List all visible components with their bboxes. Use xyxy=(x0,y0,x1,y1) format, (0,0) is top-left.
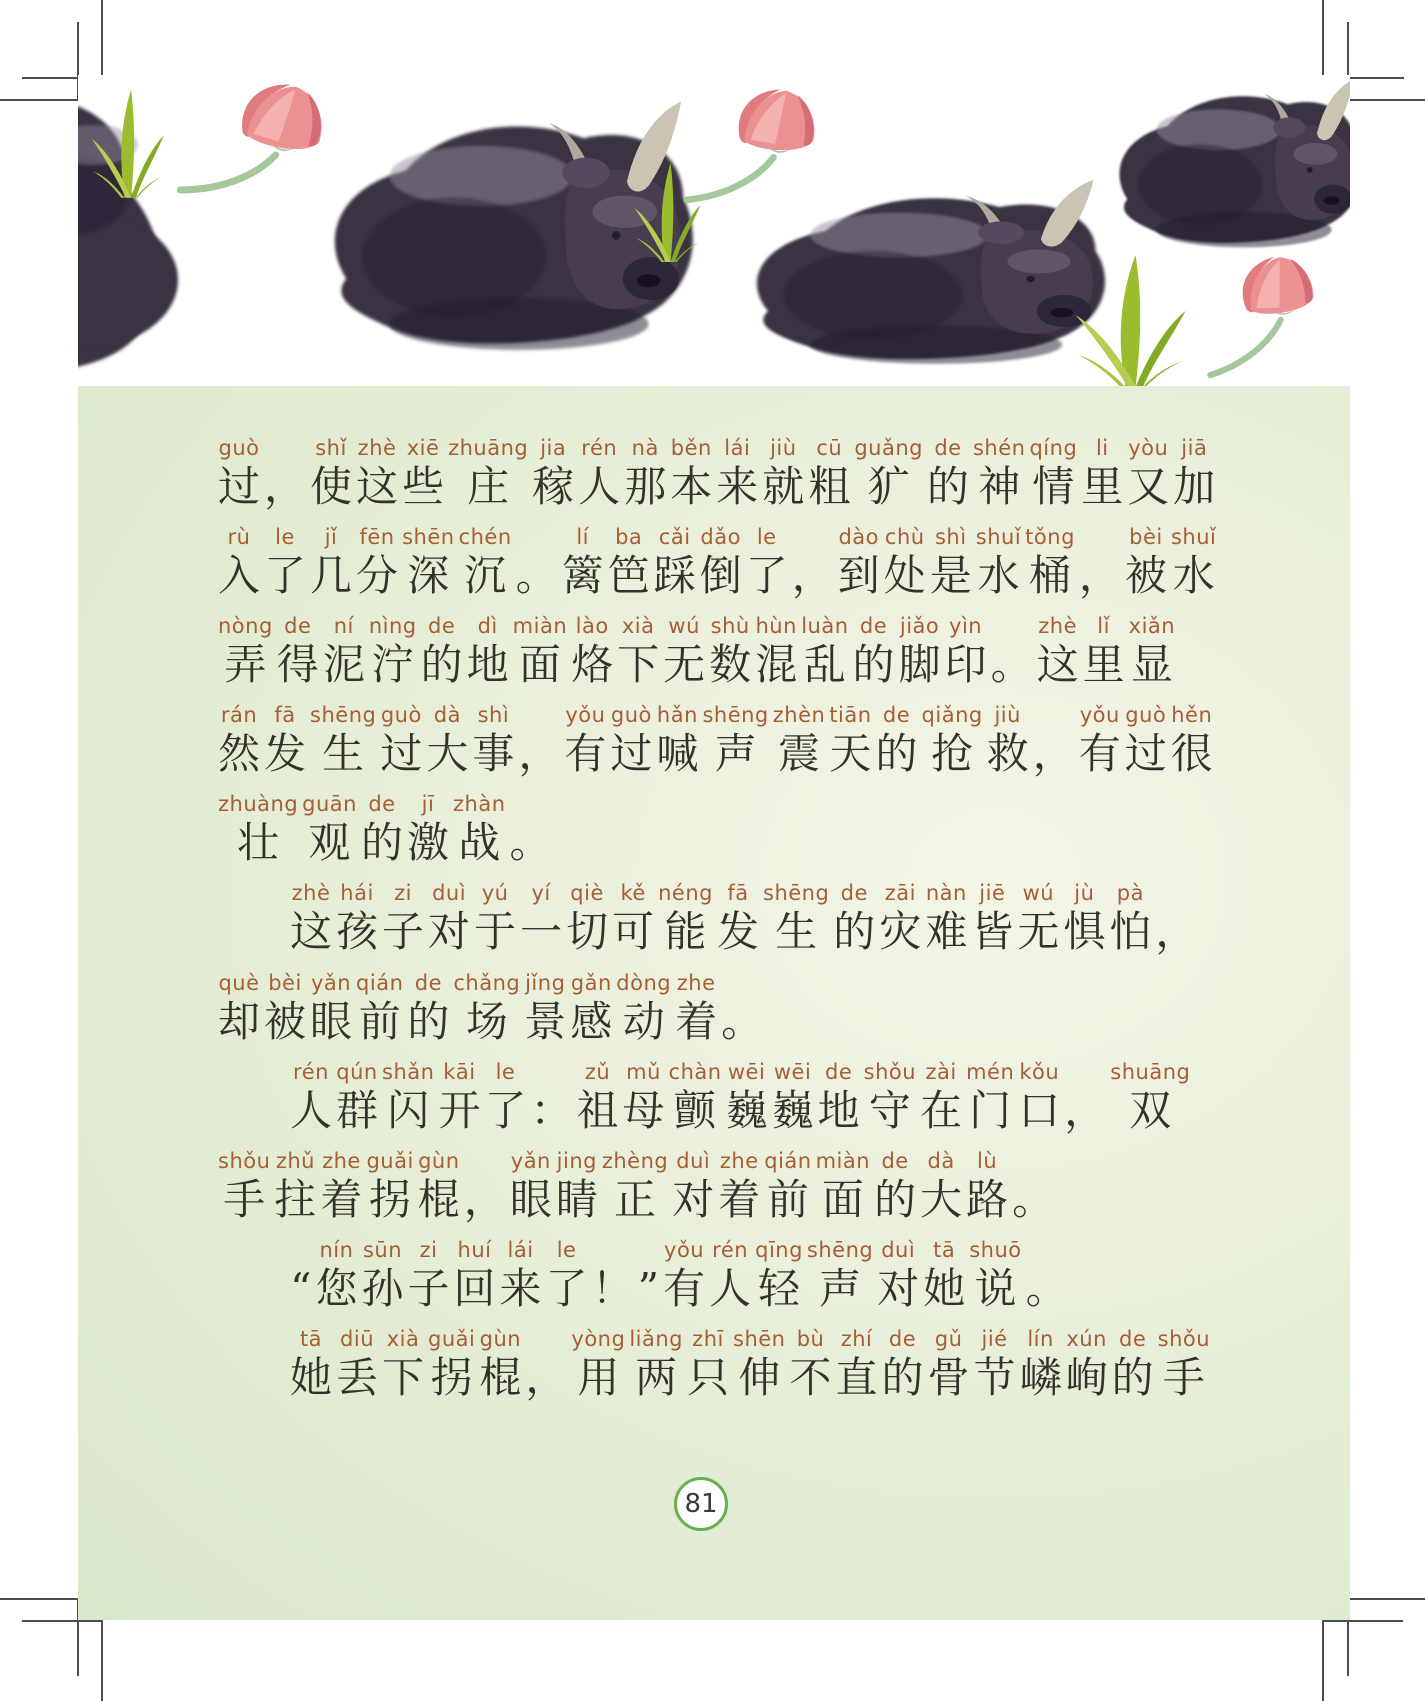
ruby-character: 拐guǎi xyxy=(428,1326,476,1402)
crop-mark xyxy=(1348,77,1404,79)
ruby-character: 神shén xyxy=(972,436,1026,511)
ruby-character: 到dào xyxy=(837,525,880,601)
ruby-character: 您nín xyxy=(315,1237,358,1313)
ruby-character: 本běn xyxy=(670,436,713,511)
ruby-character: 的de xyxy=(852,614,895,690)
ruby-character: 了le xyxy=(484,1059,527,1135)
ruby-character: 壮zhuàng xyxy=(218,792,299,868)
ruby-character: 景jǐng xyxy=(524,970,567,1046)
crop-mark xyxy=(1322,1621,1324,1701)
ruby-character: 直zhí xyxy=(835,1326,878,1402)
ruby-character: 桶tǒng xyxy=(1025,525,1075,601)
ruby-character: 棍gùn xyxy=(417,1148,460,1224)
ruby-character: 。 xyxy=(1025,1263,1068,1313)
ruby-character: 。 xyxy=(990,640,1033,690)
ruby-character: 孙sūn xyxy=(361,1237,404,1313)
ruby-character: 有yǒu xyxy=(564,703,607,779)
text-line xyxy=(216,436,1310,509)
ruby-character: 这zhè xyxy=(356,436,399,511)
ruby-character: 地dì xyxy=(466,614,509,690)
ruby-character: 泞nìng xyxy=(368,614,417,690)
ruby-character: 面miàn xyxy=(815,1148,871,1224)
ruby-character: 了le xyxy=(545,1237,588,1313)
ruby-character: 过guò xyxy=(610,703,653,779)
ruby-character: 轻qīng xyxy=(755,1237,803,1313)
ruby-character: ， xyxy=(518,729,561,779)
ruby-character: 得de xyxy=(276,614,319,690)
ruby-character: 孩hái xyxy=(336,881,379,957)
ruby-character: 被bèi xyxy=(1124,525,1167,601)
content-area xyxy=(78,386,1350,1620)
ruby-character: 过guò xyxy=(218,436,261,511)
ruby-character: 母mǔ xyxy=(622,1059,665,1135)
crop-mark xyxy=(1348,99,1425,101)
ruby-character: 动dòng xyxy=(616,970,672,1046)
ruby-character: 踩cǎi xyxy=(653,525,696,601)
text-block xyxy=(78,386,1350,1400)
crop-mark xyxy=(1322,1620,1403,1622)
ruby-character: 人rén xyxy=(290,1059,333,1135)
ruby-character: ： xyxy=(530,1085,573,1135)
ruby-character: 几jǐ xyxy=(310,525,353,601)
ruby-character: 有yǒu xyxy=(1078,703,1121,779)
ruby-character: 使shǐ xyxy=(310,436,353,511)
ruby-character: 来lái xyxy=(716,436,759,511)
ruby-character: 。 xyxy=(515,551,558,601)
ruby-character: 弄nòng xyxy=(218,614,273,690)
ruby-character: 切qiè xyxy=(566,881,609,957)
ruby-character: 灾zāi xyxy=(879,881,922,957)
ruby-character: 生shēng xyxy=(763,881,830,957)
ruby-character: 发fā xyxy=(264,703,307,779)
ruby-character: 里lǐ xyxy=(1082,614,1125,690)
ruby-character: 颤chàn xyxy=(668,1059,722,1135)
crop-mark xyxy=(101,1621,103,1701)
text-line xyxy=(216,1327,1310,1400)
ruby-character: 水shuǐ xyxy=(975,525,1022,601)
ruby-character: 显xiǎn xyxy=(1128,614,1176,690)
ruby-character: 人rén xyxy=(578,436,621,511)
ruby-character: 沉chén xyxy=(458,525,512,601)
ruby-character: 对duì xyxy=(877,1237,920,1313)
ruby-character: ， xyxy=(264,462,307,511)
ruby-character: 棍gùn xyxy=(479,1326,522,1402)
ruby-character: 群qún xyxy=(336,1059,379,1135)
watercolor-illustration xyxy=(78,75,1350,386)
ruby-character: 是shì xyxy=(929,525,972,601)
ruby-character: 说shuō xyxy=(969,1237,1022,1313)
ruby-character: 能néng xyxy=(658,881,713,957)
ruby-character: 在zài xyxy=(920,1059,963,1135)
text-line xyxy=(216,1149,1310,1222)
crop-mark xyxy=(1322,0,1324,77)
ruby-character: 子zi xyxy=(382,881,425,957)
crop-mark xyxy=(101,0,103,77)
ruby-character: 的de xyxy=(1111,1326,1154,1402)
ruby-character: 烙lào xyxy=(571,614,614,690)
ruby-character: ， xyxy=(525,1352,568,1402)
ruby-character: ， xyxy=(1078,551,1121,601)
ruby-character: 可kě xyxy=(612,881,655,957)
ruby-character: 的de xyxy=(926,436,969,511)
ruby-character: 又yòu xyxy=(1127,436,1170,511)
ruby-character: 祖zǔ xyxy=(576,1059,619,1135)
ruby-character: 。 xyxy=(1012,1174,1055,1224)
ruby-character: 眼yǎn xyxy=(310,970,353,1046)
ruby-character: 回huí xyxy=(453,1237,496,1313)
ruby-character: 下xià xyxy=(617,614,660,690)
text-line xyxy=(216,792,1310,868)
ruby-character: 地de xyxy=(817,1059,860,1135)
ruby-character: 的de xyxy=(360,792,403,868)
ruby-character: ， xyxy=(463,1174,506,1224)
ruby-character: 些xiē xyxy=(402,436,445,511)
ruby-character: 泥ní xyxy=(322,614,365,690)
ruby-character: 不bù xyxy=(789,1326,832,1402)
ruby-character: 拄zhǔ xyxy=(274,1148,317,1224)
ruby-character: 来lái xyxy=(499,1237,542,1313)
ruby-character: 两liǎng xyxy=(629,1326,684,1402)
ruby-character: 面miàn xyxy=(512,614,568,690)
ruby-character: 脚jiǎo xyxy=(898,614,941,690)
ruby-character: 这zhè xyxy=(1036,614,1079,690)
ruby-character: 着zhe xyxy=(320,1148,363,1224)
ruby-character: 战zhàn xyxy=(453,792,506,868)
ruby-character: 眼yǎn xyxy=(509,1148,552,1224)
ruby-character: 入rù xyxy=(218,525,261,601)
ruby-character: 巍wēi xyxy=(725,1059,768,1135)
ruby-character: 嶙lín xyxy=(1019,1326,1062,1402)
text-line xyxy=(216,525,1310,601)
ruby-character: 皆jiē xyxy=(971,881,1014,957)
page-number: 81 xyxy=(684,1489,718,1519)
text-line xyxy=(216,1060,1310,1133)
ruby-character: 有yǒu xyxy=(663,1237,706,1313)
ruby-character: 笆ba xyxy=(607,525,650,601)
ruby-character: 混hùn xyxy=(755,614,798,690)
ruby-character: 喊hǎn xyxy=(656,703,699,779)
ruby-character: 数shù xyxy=(709,614,752,690)
ruby-character: 巍wēi xyxy=(771,1059,814,1135)
ruby-character: 篱lí xyxy=(561,525,604,601)
ruby-character: 印yìn xyxy=(944,614,987,690)
ruby-character: 无wú xyxy=(1017,881,1060,957)
ruby-character: 前qián xyxy=(764,1148,812,1224)
ruby-character: 骨gǔ xyxy=(927,1326,970,1402)
ruby-character: 生shēng xyxy=(310,703,377,779)
ruby-character: 前qián xyxy=(356,970,404,1046)
ruby-character: 节jié xyxy=(973,1326,1016,1402)
page-number-badge xyxy=(674,1477,728,1531)
ruby-character: 丢diū xyxy=(336,1326,379,1402)
ruby-character: 只zhī xyxy=(687,1326,730,1402)
ruby-character: 睛jing xyxy=(555,1148,598,1224)
ruby-character: 深shēn xyxy=(402,525,455,601)
text-line xyxy=(216,971,1310,1044)
ruby-character: 于yú xyxy=(474,881,517,957)
ruby-character: 了le xyxy=(264,525,307,601)
ruby-character: ， xyxy=(1064,1085,1107,1135)
text-line xyxy=(216,614,1310,690)
ruby-character: 声shēng xyxy=(806,1237,874,1313)
ruby-character: 过guò xyxy=(1124,703,1167,779)
ruby-character: 守shǒu xyxy=(863,1059,917,1135)
header-illustration-band xyxy=(78,75,1350,386)
ruby-character: 的de xyxy=(881,1326,924,1402)
ruby-character: “ xyxy=(290,1263,312,1313)
ruby-character: 闪shǎn xyxy=(382,1059,435,1135)
ruby-character: 犷guǎng xyxy=(854,436,923,511)
ruby-character: 大dà xyxy=(920,1148,963,1224)
text-line xyxy=(216,1238,1310,1311)
ruby-character: 路lù xyxy=(966,1148,1009,1224)
ruby-character: 就jiù xyxy=(762,436,805,511)
ruby-character: 处chù xyxy=(883,525,926,601)
text-line xyxy=(216,881,1310,957)
ruby-character: 人rén xyxy=(709,1237,752,1313)
ruby-character: ， xyxy=(791,551,834,601)
ruby-character: 里li xyxy=(1081,436,1124,511)
ruby-character: 一yí xyxy=(520,881,563,957)
ruby-character: 抢qiǎng xyxy=(921,703,983,779)
ruby-character: 的de xyxy=(420,614,463,690)
ruby-character: 峋xún xyxy=(1065,1326,1108,1402)
ruby-character: ！ xyxy=(591,1263,634,1313)
crop-mark xyxy=(22,1620,103,1622)
ruby-character: 的de xyxy=(874,1148,917,1224)
ruby-character: 稼jia xyxy=(532,436,575,511)
ruby-character: 双shuāng xyxy=(1110,1059,1191,1135)
ruby-character: 难nàn xyxy=(925,881,968,957)
ruby-character: 水shuǐ xyxy=(1170,525,1217,601)
ruby-character: 乱luàn xyxy=(801,614,849,690)
ruby-character: 过guò xyxy=(380,703,423,779)
ruby-character: ” xyxy=(637,1263,660,1313)
ruby-character: 无wú xyxy=(663,614,706,690)
ruby-character: 惧jù xyxy=(1063,881,1106,957)
ruby-character: 庄zhuāng xyxy=(448,436,529,511)
ruby-character: 她tā xyxy=(290,1326,333,1402)
ruby-character: 情qíng xyxy=(1029,436,1078,511)
ruby-character: 粗cū xyxy=(808,436,851,511)
ruby-character: 。 xyxy=(509,818,552,868)
ruby-character: 事shì xyxy=(472,703,515,779)
ruby-character: ， xyxy=(1032,729,1075,779)
ruby-character: 子zi xyxy=(407,1237,450,1313)
ruby-character: 用yòng xyxy=(571,1326,626,1402)
ruby-character: 场chǎng xyxy=(453,970,521,1046)
text-line xyxy=(216,703,1310,779)
ruby-character: 很hěn xyxy=(1170,703,1213,779)
ruby-character: 的de xyxy=(875,703,918,779)
ruby-character: 的de xyxy=(407,970,450,1046)
ruby-character: 观guān xyxy=(302,792,357,868)
ruby-character: 口kǒu xyxy=(1018,1059,1061,1135)
crop-mark xyxy=(0,99,78,101)
ruby-character: 感gǎn xyxy=(570,970,613,1046)
ruby-character: 开kāi xyxy=(438,1059,481,1135)
ruby-character: 然rán xyxy=(218,703,261,779)
ruby-character: 大dà xyxy=(426,703,469,779)
ruby-character: 发fā xyxy=(716,881,759,957)
ruby-character: 这zhè xyxy=(290,881,333,957)
ruby-character: 正zhèng xyxy=(601,1148,669,1224)
ruby-character: 下xià xyxy=(382,1326,425,1402)
ruby-character: 对duì xyxy=(672,1148,715,1224)
ruby-character: 。 xyxy=(721,996,764,1046)
crop-mark xyxy=(1348,1598,1425,1600)
ruby-character: ， xyxy=(1155,907,1198,957)
ruby-character: 的de xyxy=(833,881,876,957)
ruby-character: 救jiù xyxy=(986,703,1029,779)
ruby-character: 倒dǎo xyxy=(699,525,742,601)
ruby-character: 被bèi xyxy=(264,970,307,1046)
ruby-character: 激jī xyxy=(406,792,449,868)
ruby-character: 门mén xyxy=(966,1059,1015,1135)
ruby-character: 了le xyxy=(745,525,788,601)
ruby-character: 震zhèn xyxy=(772,703,826,779)
ruby-character: 她tā xyxy=(923,1237,966,1313)
ruby-character: 天tiān xyxy=(829,703,872,779)
ruby-character: 分fēn xyxy=(356,525,399,601)
ruby-character: 伸shēn xyxy=(733,1326,786,1402)
ruby-character: 手shǒu xyxy=(218,1148,271,1224)
ruby-character: 手shǒu xyxy=(1157,1326,1211,1402)
ruby-character: 对duì xyxy=(428,881,471,957)
ruby-character: 着zhe xyxy=(718,1148,761,1224)
ruby-character: 着zhe xyxy=(675,970,718,1046)
ruby-character: 那nà xyxy=(624,436,667,511)
ruby-character: 拐guǎi xyxy=(366,1148,414,1224)
ruby-character: 怕pà xyxy=(1109,881,1152,957)
ruby-character: 加jiā xyxy=(1173,436,1216,511)
ruby-character: 声shēng xyxy=(702,703,769,779)
crop-mark xyxy=(22,77,78,79)
crop-mark xyxy=(0,1598,78,1600)
ruby-character: 却què xyxy=(218,970,261,1046)
